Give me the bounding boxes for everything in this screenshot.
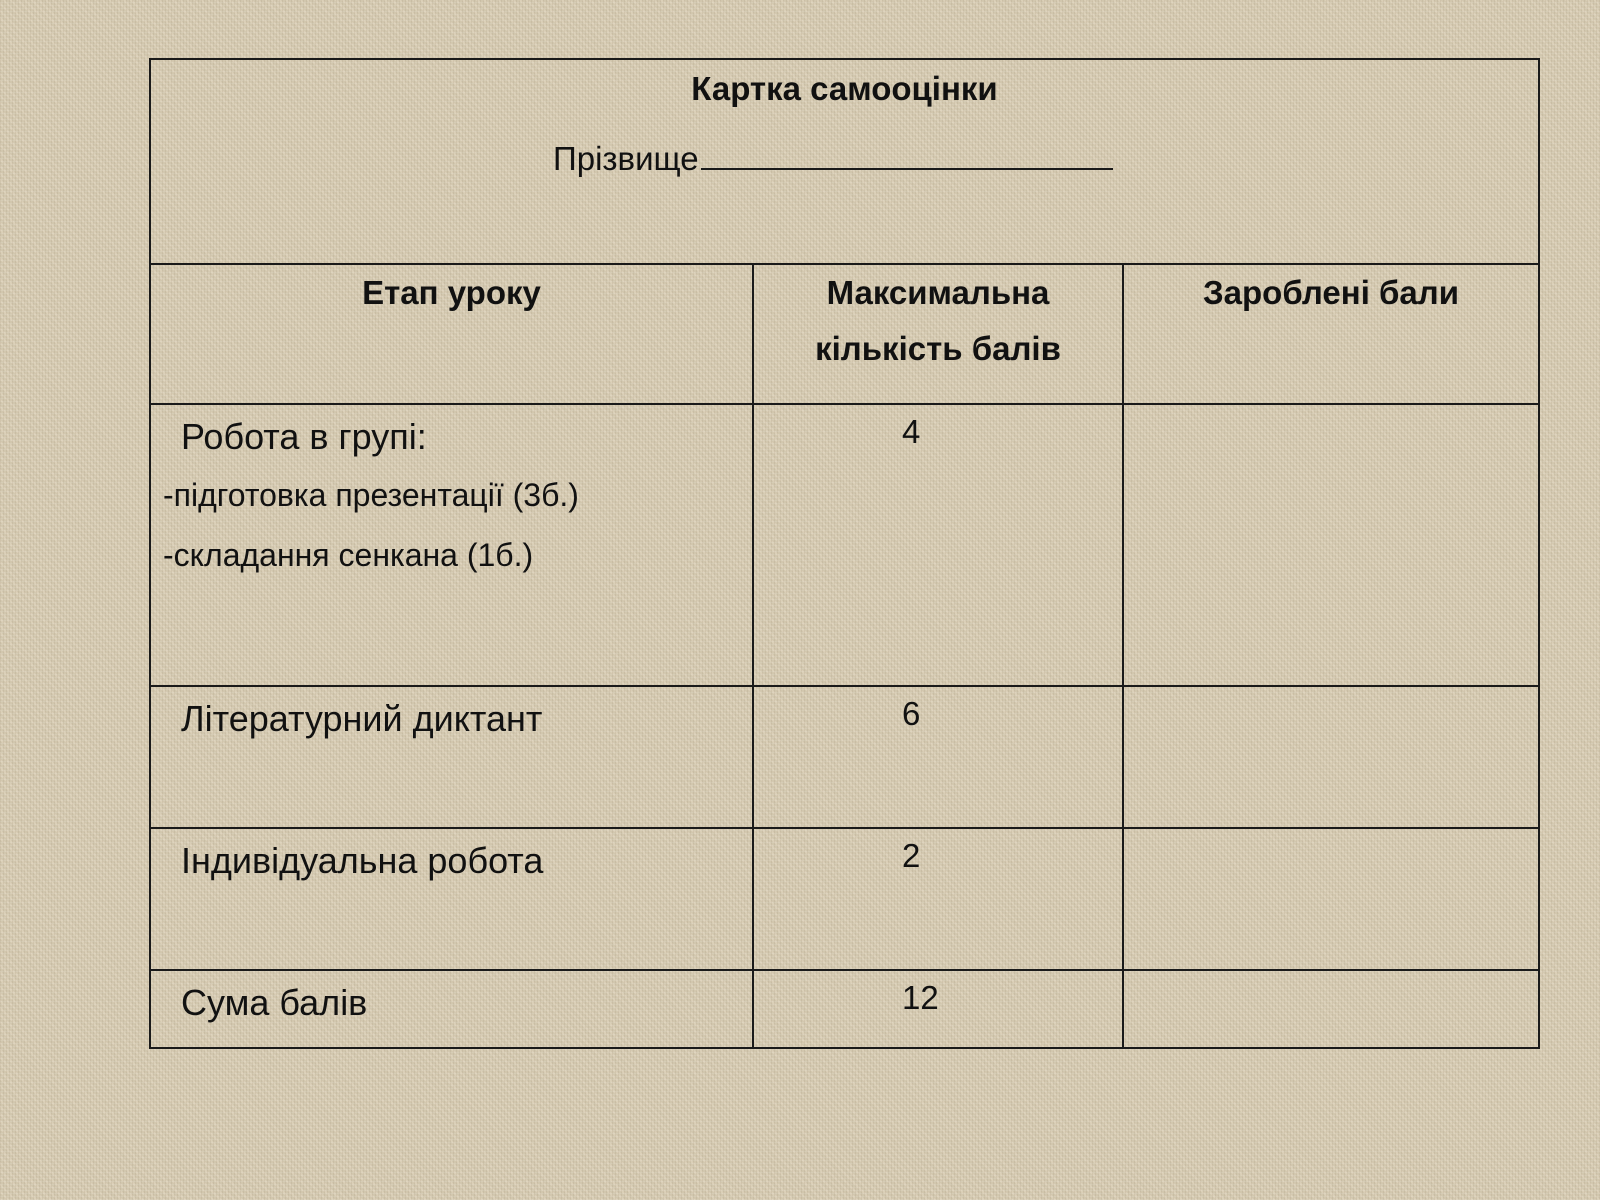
max-points-value: 12	[902, 979, 939, 1016]
max-points-cell	[753, 970, 1123, 1048]
stage-detail: -підготовка презентації (3б.)	[163, 477, 579, 513]
table-row	[150, 970, 1539, 1048]
surname-field	[553, 138, 1113, 178]
max-points-value: 4	[902, 413, 921, 450]
column-header-max-points-line1: Максимальна	[826, 274, 1050, 311]
column-header-stage	[150, 264, 753, 404]
surname-label: Прізвище	[553, 140, 699, 177]
card-header-row	[150, 59, 1539, 264]
column-header-max-points	[753, 264, 1123, 404]
stage-detail: -складання сенкана (1б.)	[163, 537, 534, 573]
self-assessment-card	[149, 58, 1540, 1049]
stage-label: Літературний диктант	[181, 698, 543, 739]
surname-blank-line[interactable]	[701, 138, 1113, 170]
stage-cell	[150, 404, 753, 686]
earned-points-cell[interactable]	[1123, 404, 1539, 686]
column-header-earned-label: Зароблені бали	[1202, 274, 1460, 311]
stage-label: Робота в групі:	[181, 416, 427, 457]
stage-label: Індивідуальна робота	[181, 840, 544, 881]
card-title: Картка самооцінки	[691, 70, 998, 107]
max-points-cell	[753, 686, 1123, 828]
earned-points-cell[interactable]	[1123, 686, 1539, 828]
column-header-stage-label: Етап уроку	[362, 274, 541, 311]
column-header-max-points-line2: кількість балів	[815, 330, 1061, 367]
max-points-cell	[753, 404, 1123, 686]
earned-points-cell[interactable]	[1123, 828, 1539, 970]
max-points-cell	[753, 828, 1123, 970]
table-row	[150, 686, 1539, 828]
stage-cell	[150, 970, 753, 1048]
stage-cell	[150, 828, 753, 970]
column-header-earned	[1123, 264, 1539, 404]
max-points-value: 2	[902, 837, 921, 874]
card-header-cell	[150, 59, 1539, 264]
max-points-value: 6	[902, 695, 921, 732]
table-row	[150, 404, 1539, 686]
stage-label: Сума балів	[181, 982, 368, 1023]
earned-points-cell[interactable]	[1123, 970, 1539, 1048]
table-row	[150, 828, 1539, 970]
column-header-row	[150, 264, 1539, 404]
stage-cell	[150, 686, 753, 828]
